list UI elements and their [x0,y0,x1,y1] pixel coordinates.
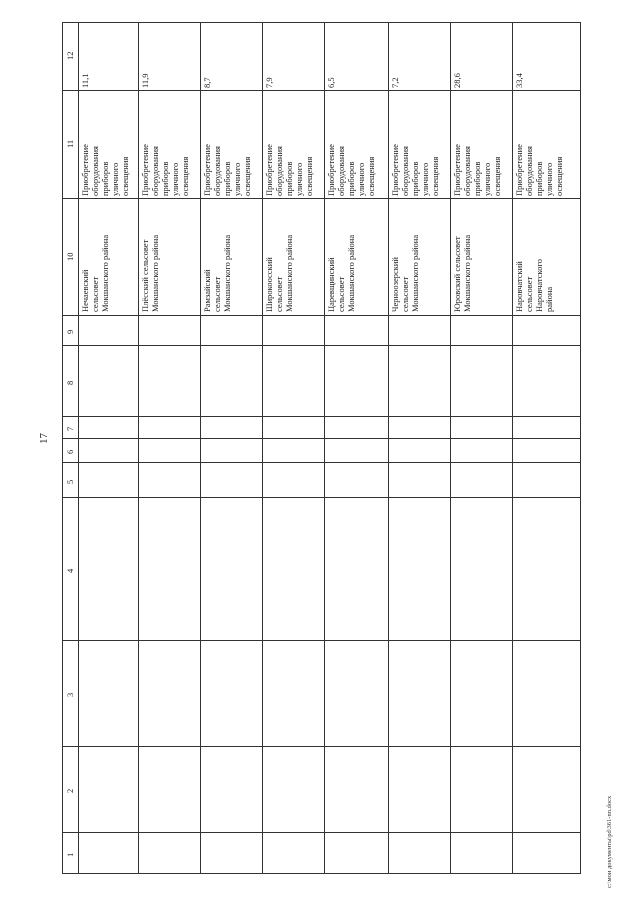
amount-cell: 11,1 [80,73,90,88]
table-rule [62,832,581,833]
purpose-cell: Приобретение оборудования приборов уличного освещения [80,144,130,196]
table-rule [62,22,63,874]
recipient-cell: Черноозерский сельсовет Мокшанского района [390,234,420,312]
recipient-cell: Плёсский сельсовет Мокшанского района [140,234,160,312]
column-number: 8 [65,380,75,385]
table-rule [512,22,513,874]
column-number: 5 [65,479,75,484]
amount-cell: 33,4 [514,73,524,88]
purpose-cell: Приобретение оборудования приборов уличного освещения [326,144,376,196]
table-rule [62,438,581,439]
table-rule [450,22,451,874]
table-rule [62,640,581,641]
table-rule [62,198,581,199]
column-number: 2 [65,788,75,793]
amount-cell: 8,7 [202,77,212,88]
purpose-cell: Приобретение оборудования приборов уличного освещения [452,144,502,196]
purpose-cell: Приобретение оборудования приборов уличного освещения [514,144,564,196]
table-rule [580,22,581,874]
amount-cell: 6,5 [326,77,336,88]
amount-cell: 7,2 [390,77,400,88]
recipient-cell: Рамзайский сельсовет Мокшанского района [202,234,232,312]
purpose-cell: Приобретение оборудования приборов уличного освещения [264,144,314,196]
recipient-cell: Широкоосский сельсовет Мокшанского района [264,234,294,312]
table-rule [324,22,325,874]
table-rule [138,22,139,874]
table-rule [62,873,581,874]
column-number: 1 [65,852,75,857]
column-number: 6 [65,449,75,454]
column-number: 3 [65,692,75,697]
table-rule [62,416,581,417]
column-number: 11 [65,139,75,148]
table-rule [200,22,201,874]
table-rule [262,22,263,874]
recipient-cell: Наровчатский сельсовет Наровчатского района [514,259,554,312]
purpose-cell: Приобретение оборудования приборов уличного освещения [202,144,252,196]
table-rule [62,345,581,346]
column-number: 10 [65,252,75,261]
table-rule [62,22,581,23]
amount-cell: 28,6 [452,73,462,88]
file-path-footer: c:\мои документы\pd\361-nn.docx [606,795,613,888]
recipient-cell: Юровский сельсовет Мокшанского района [452,234,472,312]
recipient-cell: Нечаевский сельсовет Мокшанского района [80,234,110,312]
table-rule [62,90,581,91]
table-rule [388,22,389,874]
page-number: 17 [38,433,50,444]
column-number: 12 [65,51,75,60]
amount-cell: 7,9 [264,77,274,88]
purpose-cell: Приобретение оборудования приборов уличного освещения [140,144,190,196]
purpose-cell: Приобретение оборудования приборов уличного освещения [390,144,440,196]
column-number: 9 [65,329,75,334]
column-number: 4 [65,568,75,573]
table-rule [62,462,581,463]
table-rule [62,315,581,316]
column-number: 7 [65,426,75,431]
table-rule [78,22,79,874]
recipient-cell: Царевщинский сельсовет Мокшанского района [326,234,356,312]
table-rule [62,497,581,498]
amount-cell: 11,9 [140,73,150,88]
table-rule [62,746,581,747]
